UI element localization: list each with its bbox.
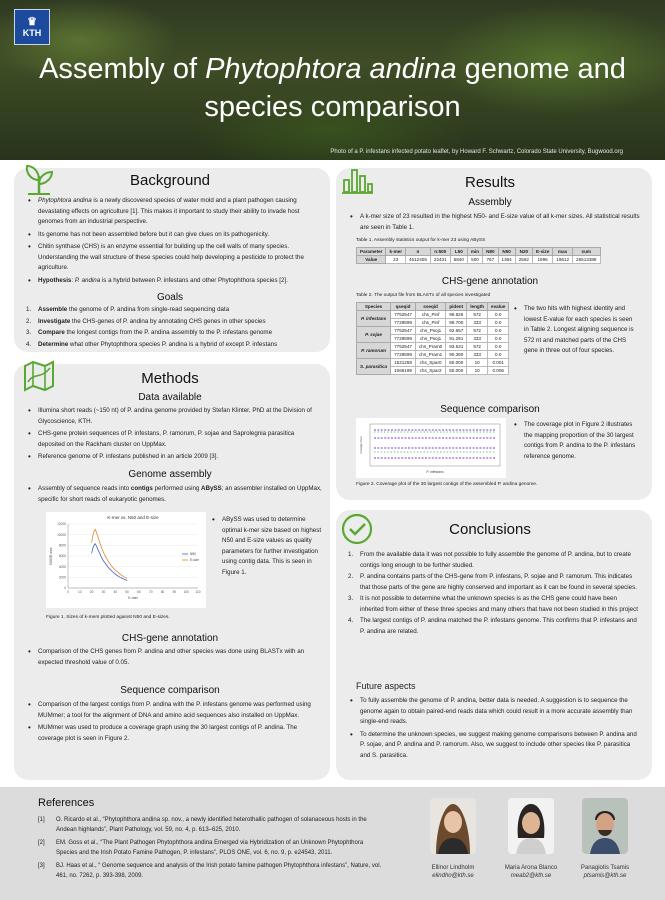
author-email[interactable]: meab2@kth.se: [510, 873, 552, 879]
seq-method-item: • MUMmer was used to produce a coverage graph using the 30 largest contigs of P. andina. The coverage plot is seen in Figure 2.: [24, 723, 322, 744]
blast-table: [356, 302, 509, 375]
reference-text: O. Ricardo et al., “Phytophthora andina sp. nov., a newly identified heterothallic pathogen of solanaceous hosts in the Andean highlands”, Plant Pathology, vol. 59, no. 4, p. 613–625, 2010.: [56, 817, 367, 833]
data-item: • Reference genome of P. infestans published in an article 2009 [3].: [24, 452, 322, 463]
table1-value-cell: 2562: [515, 256, 532, 264]
header-banner: [0, 0, 665, 160]
table-row: [357, 327, 509, 335]
table1-value-cell: 500: [467, 256, 482, 264]
table2-cell: chs_Pram0: [415, 343, 445, 351]
bg-item-bold: Hypothesis: [38, 276, 72, 284]
background-list: [24, 196, 322, 286]
chart-title: K-mer vs. N50 and E-size: [107, 515, 159, 520]
table1-value-cell: 22431: [430, 256, 450, 264]
x-tick-label: 100: [183, 590, 189, 594]
x-tick-label: 80: [160, 590, 165, 594]
table2-cell: 7729599: [391, 319, 416, 327]
table2-cell: 1521259: [391, 359, 416, 367]
author-name: Maria Arona Blanco: [504, 865, 558, 871]
reference-item: [38, 861, 383, 881]
reference-text: EM. Goss et al., “The Plant Pathogen Phytophthora andina Emerged via Hybridization of an Unknown Phytophthora Species and the Irish Potato Famine Pathogen, P. infestans”, PLOS ONE, vol. 6, no. 9, p. e24543, 2011.: [56, 840, 364, 856]
chs-method-item: • Comparison of the CHS genes from P. andina and other species was done using BLASTx with an expected threshold value of 0.05.: [24, 647, 322, 668]
table2-cell: 10: [467, 367, 488, 375]
conclusions-list: [346, 550, 642, 638]
x-tick-label: 70: [148, 590, 153, 594]
table2-cell: chs_Pram1: [415, 351, 445, 359]
table1-caption: Table 1. Assembly statistics output for k-mer 23 using ABySS: [356, 238, 486, 243]
table2-cell: 7752547: [391, 327, 416, 335]
references-list: [38, 815, 383, 884]
table2-cell: 10: [467, 359, 488, 367]
y-axis-label: N50/E-size: [49, 547, 53, 565]
table2-cell: 7729599: [391, 351, 416, 359]
title-italic: Phytophtora andina: [205, 53, 457, 85]
y-tick-label: 6000: [58, 554, 66, 559]
legend-entry: E-size: [190, 558, 199, 563]
x-axis-label: K-mer: [128, 596, 138, 600]
reference-number: [2]: [38, 840, 45, 846]
table1-value-cell: 23: [386, 256, 406, 264]
table2-cell: chs_Psoj1: [415, 335, 445, 343]
table2-cell: 7729599: [391, 335, 416, 343]
table2-cell: 91.291: [446, 335, 467, 343]
seedling-icon: [22, 162, 56, 196]
chs-method-list: [24, 647, 322, 670]
x-tick-label: 0: [67, 590, 69, 594]
crown-icon: ♛: [27, 15, 37, 28]
background-title: Background: [129, 172, 211, 189]
author-card: [572, 798, 638, 880]
table1-value-cell: 26513388: [573, 256, 600, 264]
table2-cell: 99.700: [446, 319, 467, 327]
genome-bold: ABySS: [201, 485, 222, 492]
species-cell: P. ramorum: [357, 343, 391, 359]
seq-method-item: • Comparison of the largest contigs from P. andina with the P. infestans genome was performed using MUMmer; a tool for the alignment of DNA and amino acid sequences also installed on UppMax.: [24, 700, 322, 721]
genome-text: ; an assembler installed on UppMax, specific for short reads of eukaryotic genomes.: [38, 485, 322, 503]
goal-number: 1.: [26, 306, 32, 313]
table2-cell: chs_Spar0: [415, 359, 445, 367]
kmer-chart: [46, 512, 206, 608]
bar-chart-icon: [340, 162, 374, 196]
table1-value-cell: 1364: [498, 256, 515, 264]
conclusion-number: 4.: [348, 617, 354, 624]
table2-cell: 333: [467, 319, 488, 327]
table2-cell: 0.006: [488, 367, 509, 375]
future-item: • To fully assemble the genome of P. andina, better data is needed. A suggestion is to sequence the genome again to obtain paired-end reads data which could result in a more accurate assembly than single-end reads.: [346, 696, 642, 728]
table2-cell: 0.0: [488, 311, 509, 319]
bg-item-text: :: [71, 276, 75, 284]
references-title: References: [38, 797, 95, 809]
conclusion-item: [346, 572, 642, 593]
table2-cell: 0.0: [488, 319, 509, 327]
species-cell: S. parasitica: [357, 359, 391, 375]
table2-header-cell: evalue: [488, 303, 509, 311]
table1-header-cell: max: [553, 248, 573, 256]
table2-cell: 0.0: [488, 343, 509, 351]
table1-value-cell: 767: [483, 256, 498, 264]
title-post: genome and species comparison: [204, 53, 626, 123]
table2-cell: 0.001: [488, 359, 509, 367]
goal-item: [24, 317, 322, 328]
goal-text: the longest contigs from the P. andina assembly to the P. infestans genome: [64, 329, 273, 336]
logo-text: KTH: [22, 27, 42, 38]
person-icon: [430, 798, 476, 854]
table2-cell: 1066199: [391, 367, 416, 375]
x-tick-label: 90: [172, 590, 177, 594]
x-tick-label: 60: [137, 590, 141, 594]
table2-cell: 7752547: [391, 311, 416, 319]
table1-header-cell: N80: [483, 248, 498, 256]
background-item: [24, 196, 322, 228]
fig1-note-list: [208, 515, 324, 580]
y-tick-label: 10000: [57, 532, 66, 537]
table2-cell: 572: [467, 311, 488, 319]
reference-number: [3]: [38, 863, 45, 869]
series-line-e-size: [92, 529, 127, 578]
conclusion-number: 3.: [348, 595, 354, 602]
future-item: • To determine the unknown species, we suggest making genome comparisons between P. andina and P. sojae, and P. andina and P. ramorum. Also, we suggest to include other species like P. parasitica and S. parasitica.: [346, 730, 642, 762]
table2-cell: chs_Psoj1: [415, 327, 445, 335]
chs-result-title: CHS-gene annotation: [441, 276, 539, 287]
data-available-title: Data available: [138, 392, 202, 403]
data-item: • Illumina short reads (~150 nt) of P. andina genome provided by Stefan Klinter, PhD at the Division of Glycoscience, KTH.: [24, 406, 322, 427]
seq-note: • The coverage plot in Figure 2 illustrates the mapping proportion of the 30 largest contigs from P. andina to the P. infestans reference genome.: [510, 420, 638, 462]
seq-result-title: Sequence comparison: [440, 404, 540, 415]
table2-cell: 572: [467, 343, 488, 351]
references-section: [0, 787, 665, 900]
assembly-list: [346, 212, 642, 235]
title-pre: Assembly of: [39, 53, 206, 85]
table2-cell: 572: [467, 327, 488, 335]
genome-item: [24, 484, 322, 505]
future-list: [346, 696, 642, 763]
poster-title: [20, 50, 645, 126]
goal-item: [24, 340, 322, 351]
table2-cell: 99.825: [446, 311, 467, 319]
conclusion-text: The largest contigs of P. andina matched the P. infestans genome. This confirms that P. infestans and P. andina are related.: [360, 617, 637, 635]
reference-number: [1]: [38, 817, 45, 823]
x-tick-label: 30: [101, 590, 106, 594]
bg-item-italic: Phytophtora andina: [38, 197, 92, 204]
table1-header-cell: n: [406, 248, 431, 256]
table1-header-cell: E-size: [532, 248, 552, 256]
y-tick-label: 0: [64, 586, 66, 591]
table2-cell: chs_Pinf: [415, 311, 445, 319]
goals-list: [24, 305, 322, 351]
author-email[interactable]: ptsamis@kth.se: [583, 873, 627, 879]
genome-list: [24, 484, 322, 507]
goal-number: 2.: [26, 317, 32, 325]
table1-header-cell: min: [467, 248, 482, 256]
assembly-item: • A k-mer size of 23 resulted in the highest N50- and E-size value of all k-mer sizes. All statistical results are seen in Table 1.: [346, 212, 642, 233]
goal-verb: Assemble: [38, 306, 68, 313]
table1-header-cell: Parameter: [357, 248, 386, 256]
conclusion-item: [346, 616, 642, 637]
table2-cell: 92.657: [446, 327, 467, 335]
table1-header-cell: L50: [450, 248, 467, 256]
table2-cell: 93.531: [446, 343, 467, 351]
table2-header-cell: pident: [446, 303, 467, 311]
y-axis-label: Contigs P.an: [359, 436, 363, 454]
table1-header-cell: n:500: [430, 248, 450, 256]
x-tick-label: 110: [195, 590, 201, 594]
author-name: Ellinor Lindholm: [431, 865, 475, 871]
goal-verb: Investigate: [38, 317, 71, 325]
author-name: Panagiotis Tsamis: [580, 865, 630, 871]
goal-text: what other Phytophthora species P. andina is a hybrid of except P. infestans: [68, 340, 278, 348]
bg-item-text: is a hybrid between P. infestans and other Phytophthora species [2].: [100, 276, 288, 284]
photo-credit: Photo of a P. infestans infected potato leaflet, by Howard F. Schwartz, Colorado State University, Bugwood.org: [330, 149, 623, 155]
table1-value-row: [357, 256, 601, 264]
background-item: [24, 276, 322, 287]
genome-assembly-title: Genome assembly: [128, 469, 212, 480]
results-title: Results: [464, 174, 516, 191]
goal-text: the genome of P. andina from single-read sequencing data: [67, 306, 230, 313]
goal-verb: Compare: [38, 329, 65, 336]
background-item: [24, 230, 322, 241]
bg-item-italic: P. andina: [74, 276, 101, 284]
table2-header-row: [357, 303, 509, 311]
table2-cell: 333: [467, 351, 488, 359]
table1-value-cell: 5840: [450, 256, 467, 264]
assembly-table: [356, 247, 601, 264]
table-row: [357, 311, 509, 319]
conclusion-number: 2.: [348, 573, 354, 580]
y-tick-label: 2000: [58, 575, 66, 580]
reference-text: BJ. Haas et al., “ Genome sequence and analysis of the Irish potato famine pathogen Phytophthora infestans”, Nature, vol. 461, no. 7262, p. 393-398, 2009.: [56, 863, 382, 879]
table2-cell: chs_Spar2: [415, 367, 445, 375]
person-icon: [582, 798, 628, 854]
x-axis-label: P. infestans: [426, 470, 444, 474]
author-card: [498, 798, 564, 880]
goal-number: 3.: [26, 329, 32, 336]
chs-note-list: [510, 304, 638, 359]
table1-header-cell: k-mer: [386, 248, 406, 256]
conclusion-item: [346, 550, 642, 571]
author-photo: [430, 798, 476, 854]
person-icon: [508, 798, 554, 854]
genome-text: Assembly of sequence reads into: [38, 485, 131, 492]
goal-item: [24, 328, 322, 339]
table-row: [357, 343, 509, 351]
table2-header-cell: Species: [357, 303, 391, 311]
background-item: [24, 242, 322, 274]
table2-cell: 333: [467, 335, 488, 343]
table2-cell: 0.0: [488, 327, 509, 335]
table1-header-cell: sum: [573, 248, 600, 256]
fig1-note: • ABySS was used to determine optimal k-mer size based on highest N50 and E-size values as quality parameters for further investigation using contig data. This is seen in Figure 1.: [208, 515, 324, 578]
coverage-plot: [356, 418, 506, 478]
chs-method-title: CHS-gene annotation: [121, 633, 219, 644]
goal-verb: Determine: [38, 340, 69, 348]
genome-text: performed using: [152, 485, 202, 492]
table1-header-cell: N50: [498, 248, 515, 256]
table-row: [357, 359, 509, 367]
author-email[interactable]: elindho@kth.se: [432, 873, 474, 879]
map-icon: [22, 358, 56, 392]
author-card: [420, 798, 486, 880]
table2-cell: 90.390: [446, 351, 467, 359]
x-tick-label: 20: [89, 590, 94, 594]
table2-caption: Table 2. The output file from BLASTx of all species investigated: [356, 293, 491, 298]
goal-item: [24, 305, 322, 316]
table2-header-cell: qseqid: [391, 303, 416, 311]
table1-value-cell: 19612: [553, 256, 573, 264]
y-tick-label: 4000: [58, 564, 66, 569]
x-tick-label: 50: [125, 590, 129, 594]
goals-title: Goals: [156, 292, 184, 303]
table1-header-row: [357, 248, 601, 256]
assembly-title: Assembly: [468, 197, 512, 208]
reference-item: [38, 815, 383, 835]
conclusion-number: 1.: [348, 551, 354, 558]
genome-bold: contigs: [130, 485, 153, 492]
table2-cell: 0.0: [488, 351, 509, 359]
table1-value-cell: 1896: [532, 256, 552, 264]
table2-header-cell: sseqid: [415, 303, 445, 311]
methods-title: Methods: [141, 370, 199, 387]
table2-cell: 50.000: [446, 367, 467, 375]
species-cell: P. sojae: [357, 327, 391, 343]
bg-item-text: Its genome has not been assembled before but it can give clues on its pathogenicity.: [38, 230, 270, 238]
seq-method-title: Sequence comparison: [120, 685, 220, 696]
y-tick-label: 12000: [57, 522, 66, 527]
conclusion-text: P. andina contains parts of the CHS-gene from P. infestans, P. sojae and P. ramorum. This indicates that those parts of the gene are highly conserved and important as it can be found in several species.: [360, 573, 637, 591]
table2-cell: 0.0: [488, 335, 509, 343]
legend-entry: N50: [190, 552, 196, 557]
conclusions-title: Conclusions: [449, 521, 531, 538]
conclusion-text: From the available data it was not possible to fully assemble the genome of P. andina, but to create contigs long enough to be further studied.: [360, 551, 631, 569]
species-cell: P. infestans: [357, 311, 391, 327]
bg-item-text: Chitin synthase (CHS) is an enzyme essential for building up the cell walls of many species. Understanding the wall structure of these species could help developing a pesticide to protect the agriculture.: [38, 243, 304, 271]
kth-logo: [14, 9, 50, 45]
seq-method-list: [24, 700, 322, 746]
figure1-caption: Figure 1. Sizes of k-mers plotted against N50 and E-sizes.: [46, 615, 170, 620]
bg-item-text: is a newly discovered species of water mold and a plant pathogen causing devastating effects on agriculture [1]. This makes it important to study their ability to invade host genomes from an industrial perspective.: [38, 197, 300, 225]
table1-value-cell: 4512405: [406, 256, 431, 264]
table1-header-cell: N20: [515, 248, 532, 256]
seq-note-list: [510, 420, 638, 464]
y-tick-label: 8000: [58, 543, 66, 548]
goal-number: 4.: [26, 340, 32, 348]
conclusion-text: It is not possible to determine what the unknown species is as the CHS gene could have been inherited from either of these three species and many others that have not been studied in this project: [360, 595, 638, 613]
table2-cell: 7752547: [391, 343, 416, 351]
x-tick-label: 10: [78, 590, 82, 594]
figure2-caption: Figure 2. Coverage plot of the 30 largest contigs of the assembled P. andina genome.: [356, 482, 538, 487]
reference-item: [38, 838, 383, 858]
table2-cell: chs_Pinf: [415, 319, 445, 327]
chs-note: • The two hits with highest identity and lowest E-value for each species is seen in Table 2. Longest aligning sequence is 572 nt and matched parts of the CHS gene in three out of four species.: [510, 304, 638, 357]
x-tick-label: 40: [113, 590, 118, 594]
data-item: • CHS-gene protein sequences of P. infestans, P. ramorum, P. sojae and Saprolegnia parasitica deposited on the Rackham cluster on UppMax.: [24, 429, 322, 450]
check-circle-icon: [340, 512, 374, 546]
table2-cell: 50.000: [446, 359, 467, 367]
conclusion-item: [346, 594, 642, 615]
background-body: [24, 196, 322, 288]
author-photo: [508, 798, 554, 854]
table2-header-cell: length: [467, 303, 488, 311]
goal-text: the CHS-genes of P. andina by annotating CHS genes in other species: [70, 317, 266, 325]
future-aspects-title: Future aspects: [356, 681, 416, 691]
data-list: [24, 406, 322, 465]
table1-value-cell: Value: [357, 256, 386, 264]
author-photo: [582, 798, 628, 854]
